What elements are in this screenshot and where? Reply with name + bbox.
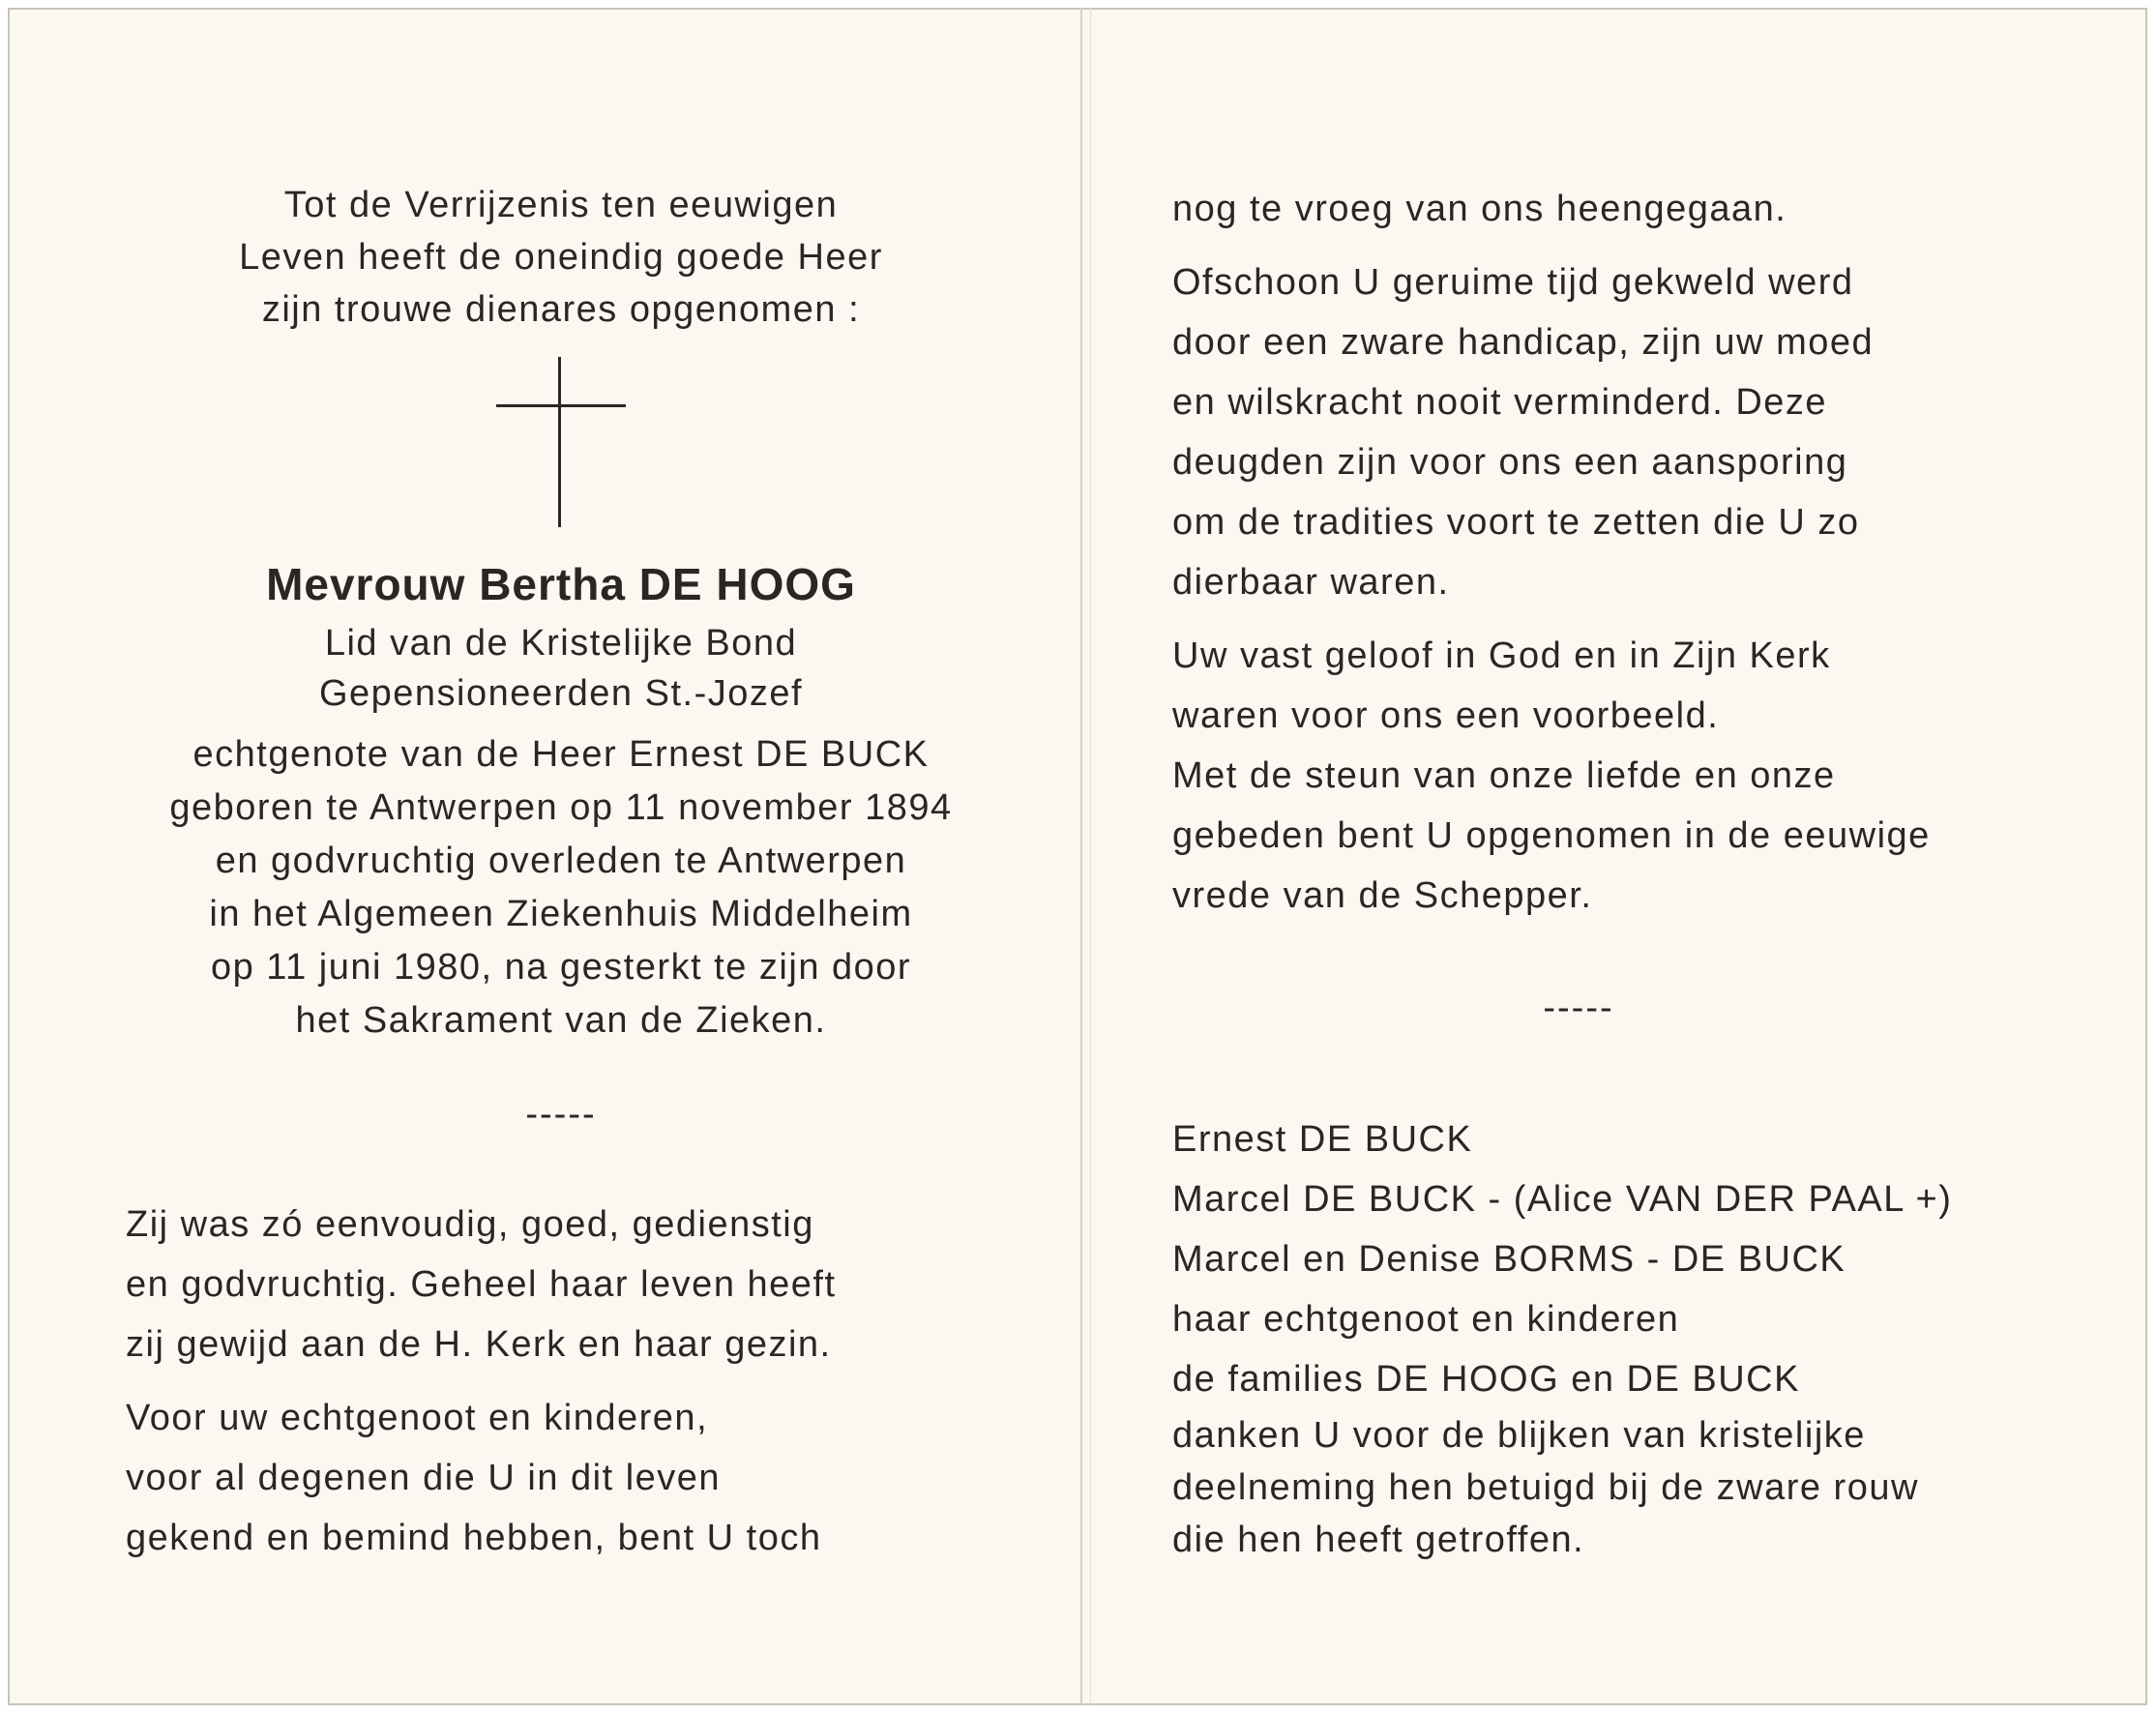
membership-text <box>126 618 996 719</box>
tribute-line: dierbaar waren. <box>1172 562 1450 603</box>
biography-line: op 11 juni 1980, na gesterkt te zijn door <box>210 947 912 988</box>
right-panel <box>1172 179 2091 1566</box>
tribute-line: deugden zijn voor ons een aansporing <box>1172 442 1848 483</box>
family-line: Ernest DE BUCK <box>1172 1119 1473 1160</box>
tribute-line: Ofschoon U geruime tijd gekweld werd <box>1172 262 1854 303</box>
card-fold-shadow <box>1090 8 1091 1705</box>
family-list <box>1172 1109 2091 1409</box>
tribute-line: waren voor ons een voorbeeld. <box>1172 695 1720 736</box>
tribute-line: om de tradities voort te zetten die U zo <box>1172 502 1860 543</box>
tribute-paragraph <box>1172 179 2091 239</box>
intro-line: Tot de Verrijzenis ten eeuwigen <box>283 185 839 225</box>
tribute-line: door een zware handicap, zijn uw moed <box>1172 322 1875 363</box>
tribute-line: vrede van de Schepper. <box>1172 875 1593 916</box>
tribute-line: voor al degenen die U in dit leven <box>126 1458 722 1498</box>
card-fold-line <box>1080 8 1082 1705</box>
tribute-paragraph <box>1172 626 2091 926</box>
tribute-line: en wilskracht nooit verminderd. Deze <box>1172 382 1828 423</box>
tribute-line: Voor uw echtgenoot en kinderen, <box>126 1398 709 1438</box>
biography-line: in het Algemeen Ziekenhuis Middelheim <box>209 894 913 934</box>
biography-line: het Sakrament van de Zieken. <box>295 1000 827 1041</box>
tribute-line: en godvruchtig. Geheel haar leven heeft <box>126 1264 837 1305</box>
biography-line: en godvruchtig overleden te Antwerpen <box>215 841 907 881</box>
tribute-line: gekend en bemind hebben, bent U toch <box>126 1518 822 1558</box>
thanks-line: deelneming hen betuigd bij de zware rouw <box>1172 1467 1919 1508</box>
intro-line: zijn trouwe dienares opgenomen : <box>261 289 861 330</box>
tribute-line: Uw vast geloof in God en in Zijn Kerk <box>1172 635 1831 676</box>
tribute-paragraph <box>1172 252 2091 612</box>
family-line: Marcel en Denise BORMS - DE BUCK <box>1172 1239 1846 1280</box>
family-line: haar echtgenoot en kinderen <box>1172 1299 1680 1340</box>
thanks-line: danken U voor de blijken van kristelijke <box>1172 1415 1866 1456</box>
tribute-line: zij gewijd aan de H. Kerk en haar gezin. <box>126 1324 832 1365</box>
section-divider: ----- <box>525 1094 597 1135</box>
biography-text <box>126 728 996 1048</box>
family-line: Marcel DE BUCK - (Alice VAN DER PAAL +) <box>1172 1179 1953 1220</box>
tribute-line: Met de steun van onze liefde en onze <box>1172 755 1836 796</box>
biography-line: geboren te Antwerpen op 11 november 1894 <box>169 787 953 828</box>
left-panel <box>126 179 996 1568</box>
deceased-name: Mevrouw Bertha DE HOOG <box>266 559 856 609</box>
tribute-paragraph <box>126 1195 996 1374</box>
intro-text <box>126 179 996 336</box>
biography-line: echtgenote van de Heer Ernest DE BUCK <box>192 734 930 775</box>
section-divider: ----- <box>1543 988 1614 1028</box>
thanks-line: die hen heeft getroffen. <box>1172 1520 1585 1560</box>
tribute-line: nog te vroeg van ons heengegaan. <box>1172 189 1787 229</box>
tribute-line: gebeden bent U opgenomen in de eeuwige <box>1172 815 1931 856</box>
membership-line: Lid van de Kristelijke Bond <box>324 623 798 664</box>
intro-line: Leven heeft de oneindig goede Heer <box>239 237 883 278</box>
membership-line: Gepensioneerden St.-Jozef <box>318 673 804 714</box>
tribute-line: Zij was zó eenvoudig, goed, gedienstig <box>126 1204 814 1245</box>
cross-icon <box>496 357 626 527</box>
thanks-text <box>1172 1409 2091 1566</box>
family-line: de families DE HOOG en DE BUCK <box>1172 1359 1800 1400</box>
tribute-paragraph <box>126 1388 996 1568</box>
